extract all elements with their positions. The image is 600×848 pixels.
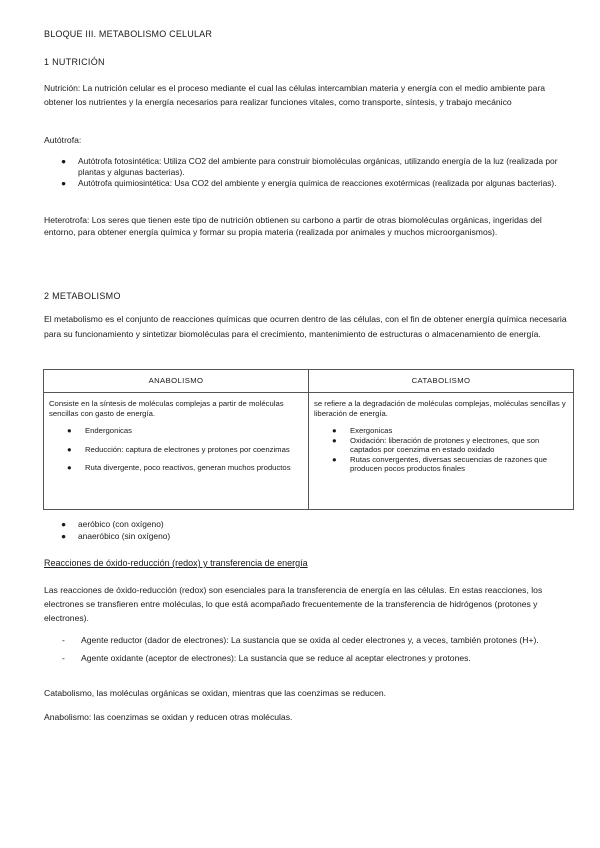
list-item-text: Endergonicas [85, 426, 133, 435]
catabolismo-note: Catabolismo, las moléculas orgánicas se oxidan, mientras que las coenzimas se reducen. [44, 688, 387, 698]
list-item-text: Exergonicas [350, 426, 393, 435]
agents-list [44, 633, 574, 669]
bullet-icon: ● [332, 435, 337, 445]
bullet-icon: ● [61, 156, 67, 166]
metabolism-table [43, 369, 574, 510]
bullet-icon: ● [61, 178, 67, 188]
list-item [44, 651, 574, 665]
list-item [49, 426, 304, 436]
list-item-text: Autótrofa fotosintética: Utiliza CO2 del ambiente para construir biomoléculas orgánicas, utilizando energía de la luz (realizada por plantas y algunas bacterias). [78, 156, 558, 177]
anabolismo-cell [44, 393, 309, 510]
catabolismo-list [314, 426, 569, 474]
list-item [49, 463, 304, 473]
list-item [44, 156, 574, 177]
list-item-text: Agente reductor (dador de electrones): La sustancia que se oxida al ceder electrones y, a veces, también protones (H+). [81, 635, 539, 645]
list-item-text: aeróbico (con oxígeno) [78, 519, 164, 529]
bullet-icon: ● [67, 444, 72, 454]
list-item [49, 445, 304, 455]
list-item-text: Rutas convergentes, diversas secuencias de razones que producen pocos productos finales [350, 454, 547, 473]
anabolismo-list [49, 426, 304, 473]
table-header-anabolismo: ANABOLISMO [44, 370, 309, 393]
redox-heading: Reacciones de óxido-reducción (redox) y transferencia de energía [44, 558, 308, 568]
list-item [44, 519, 574, 530]
list-item-text: anaeróbico (sin oxígeno) [78, 530, 171, 541]
dash-icon: - [62, 653, 65, 663]
redox-paragraph: Las reacciones de óxido-reducción (redox) son esenciales para la transferencia de energía en las células. En estas reacciones, los electrones se transfieren entre moléculas, lo que está acompañado frecuentemente de la transferencia de hidrógenos (protones y electrones). [44, 585, 543, 623]
list-item-text: Reducción: captura de electrones y protones por coenzimas [85, 444, 290, 454]
list-item [44, 178, 574, 189]
section-heading-metabolismo: 2 METABOLISMO [44, 291, 121, 301]
heterotrofa-paragraph: Heterotrofa: Los seres que tienen este tipo de nutrición obtienen su carbono a partir de otras biomoléculas orgánicas, ingeridas del entorno, para obtener energía química y formar su propia materia (realizada por animales y muchos microorganismos). [44, 215, 542, 237]
catabolismo-definition: se refiere a la degradación de moléculas complejas, moléculas sencillas y liberación de energía. [314, 399, 566, 418]
bullet-icon: ● [67, 426, 72, 435]
autotrofa-list [44, 156, 574, 190]
list-item [314, 455, 569, 474]
anabolismo-definition: Consiste en la síntesis de moléculas complejas a partir de moléculas sencillas con gasto de energía. [49, 399, 284, 418]
nutricion-paragraph: Nutrición: La nutrición celular es el proceso mediante el cual las células intercambian materia y energía con el medio ambiente para obtener los nutrientes y la energía necesarios para realizar funciones vitales, como transporte, síntesis, y trabajo mecánico [44, 83, 546, 107]
section-heading-nutricion: 1 NUTRICIÓN [44, 57, 105, 67]
dash-icon: - [62, 635, 65, 645]
bullet-icon: ● [332, 426, 337, 435]
list-item [44, 531, 574, 542]
list-item-text: Autótrofa quimiosintética: Usa CO2 del ambiente y energía química de reacciones exotérmicas (realizada por algunas bacterias). [78, 178, 557, 188]
catabolismo-cell [309, 393, 574, 510]
bullet-icon: ● [67, 463, 72, 472]
list-item-text: Oxidación: liberación de protones y electrones, que son captados por coenzima en estado oxidado [350, 435, 540, 454]
autotrofa-label: Autótrofa: [44, 135, 82, 145]
metabolismo-paragraph: El metabolismo es el conjunto de reacciones químicas que ocurren dentro de las células, con el fin de obtener energía química necesaria para su funcionamiento y sintetizar biomoléculas para el crecimiento, mantenimiento de estructuras o almacenamiento de energía. [44, 314, 567, 339]
list-item [44, 633, 574, 647]
anabolismo-note: Anabolismo: las coenzimas se oxidan y reducen otras moléculas. [44, 712, 293, 722]
bullet-icon: ● [332, 454, 337, 464]
list-item [314, 436, 569, 455]
bullet-icon: ● [61, 519, 67, 529]
respiration-list [44, 519, 574, 542]
list-item-text: Ruta divergente, poco reactivos, generan muchos productos [85, 463, 291, 472]
list-item [314, 426, 569, 436]
document-title: BLOQUE III. METABOLISMO CELULAR [44, 29, 213, 39]
table-header-catabolismo: CATABOLISMO [309, 370, 574, 393]
bullet-icon: ● [61, 530, 67, 541]
list-item-text: Agente oxidante (aceptor de electrones): La sustancia que se reduce al aceptar electrones y protones. [81, 653, 471, 663]
